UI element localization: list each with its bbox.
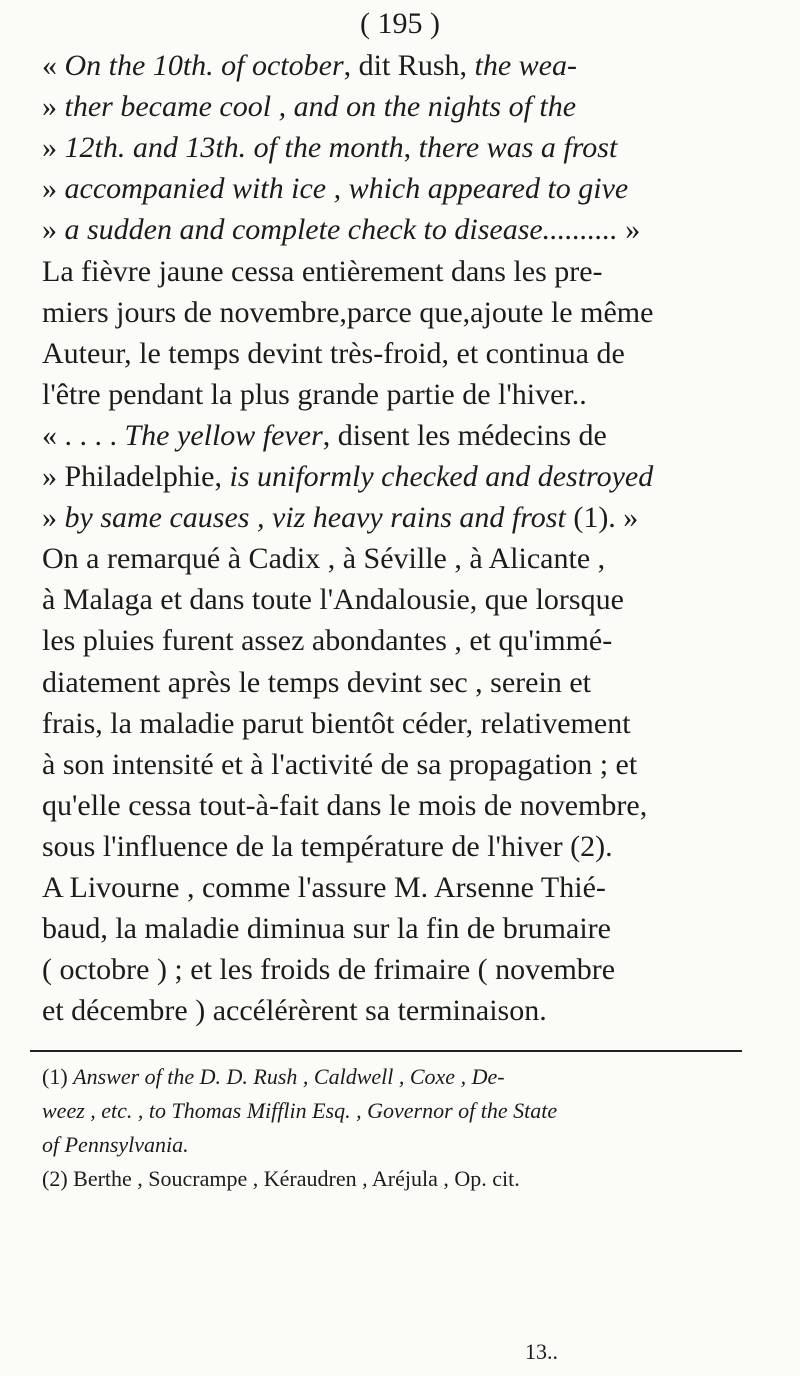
roman-span: ,: [403, 131, 419, 165]
text-line: [42, 293, 772, 333]
roman-span: diatement après le temps devint sec , serein et: [42, 665, 591, 699]
text-line: [42, 498, 772, 538]
italic-span: of Pennsylvania.: [42, 1132, 189, 1157]
signature-mark: 13..: [525, 1339, 558, 1364]
roman-span: baud, la maladie diminua sur la fin de brumaire: [42, 912, 611, 946]
roman-span: »: [42, 90, 65, 124]
roman-span: A Livourne , comme l'assure M. Arsenne Thié-: [42, 871, 606, 904]
roman-span: »: [42, 213, 65, 247]
roman-span: miers jours de novembre,parce que,ajoute le même: [42, 295, 654, 329]
roman-span: « . . . .: [42, 418, 125, 452]
text-line: [42, 868, 772, 908]
roman-span: à Malaga et dans toute l'Andalousie, que lorsque: [42, 583, 624, 617]
text-line: [42, 416, 772, 456]
italic-span: 12th. and 13th. of the month: [64, 131, 404, 165]
italic-span: the wea-: [474, 49, 577, 82]
text-line: [42, 580, 772, 620]
roman-span: ( octobre ) ; et les froids de frimaire ( novembre: [42, 953, 616, 987]
text-line: [42, 375, 772, 415]
roman-span: (2) Berthe , Soucrampe , Kéraudren , Aréjula , Op. cit.: [42, 1166, 520, 1191]
roman-span: »: [617, 213, 641, 247]
roman-span: qu'elle cessa tout-à-fait dans le mois de novembre,: [42, 788, 648, 822]
italic-span: Answer of the D. D. Rush , Caldwell , Coxe , De-: [73, 1064, 505, 1089]
text-line: [42, 334, 772, 374]
italic-span: ther became cool , and on the nights of the: [64, 90, 577, 124]
italic-span: by same causes , viz heavy rains and frost: [64, 501, 566, 535]
text-line: [42, 46, 772, 86]
roman-span: frais, la maladie parut bientôt céder, relativement: [42, 706, 631, 740]
text-line: [42, 87, 772, 127]
roman-span: (1): [42, 1064, 74, 1089]
text-line: [42, 621, 772, 661]
text-line: [42, 827, 772, 867]
footnote-line: [42, 1128, 762, 1161]
roman-span: sous l'influence de la température de l'hiver (2).: [42, 829, 613, 863]
roman-span: «: [42, 49, 65, 82]
text-line: [42, 950, 772, 990]
text-line: [42, 210, 772, 250]
roman-span: , disent les médecins de: [322, 418, 607, 452]
text-line: [42, 704, 772, 744]
roman-span: »: [42, 172, 65, 206]
roman-span: »: [42, 131, 65, 165]
text-line: [42, 745, 772, 785]
roman-span: La fièvre jaune cessa entièrement dans les pre-: [42, 254, 603, 288]
roman-span: (1). »: [565, 501, 639, 535]
roman-span: à son intensité et à l'activité de sa propagation ; et: [42, 747, 638, 781]
roman-span: On a remarqué à Cadix , à Séville , à Alicante ,: [42, 542, 606, 576]
page-number: ( 195 ): [360, 7, 440, 40]
text-line: [42, 786, 772, 826]
roman-span: Auteur, le temps devint très-froid, et continua de: [42, 336, 625, 370]
footnote-line: [42, 1060, 762, 1093]
text-line: [42, 457, 772, 497]
italic-span: a sudden and complete check to disease..........: [64, 213, 618, 247]
italic-span: On the 10th. of october: [64, 49, 344, 82]
text-line: [42, 539, 772, 579]
footnote-line: [42, 1094, 762, 1127]
roman-span: »: [42, 501, 65, 535]
footnote-line: [42, 1162, 762, 1195]
text-line: [42, 991, 772, 1031]
text-line: [42, 909, 772, 949]
text-line: [42, 128, 772, 168]
italic-span: weez , etc. , to Thomas Mifflin Esq. , Governor of the State: [42, 1098, 558, 1123]
roman-span: » Philadelphie,: [42, 460, 230, 493]
text-line: [42, 169, 772, 209]
roman-span: l'être pendant la plus grande partie de l'hiver..: [42, 377, 587, 411]
italic-span: is uniformly checked and destroyed: [229, 460, 654, 493]
text-line: [42, 663, 772, 703]
footnote-separator: [30, 1050, 742, 1052]
italic-span: The yellow fever: [124, 418, 323, 452]
roman-span: les pluies furent assez abondantes , et qu'immé-: [42, 624, 613, 658]
italic-span: accompanied with ice , which appeared to give: [64, 172, 629, 206]
roman-span: , dit Rush,: [343, 49, 475, 82]
roman-span: et décembre ) accélérèrent sa terminaison.: [42, 994, 547, 1028]
italic-span: there was a frost: [418, 131, 618, 165]
text-line: [42, 252, 772, 292]
